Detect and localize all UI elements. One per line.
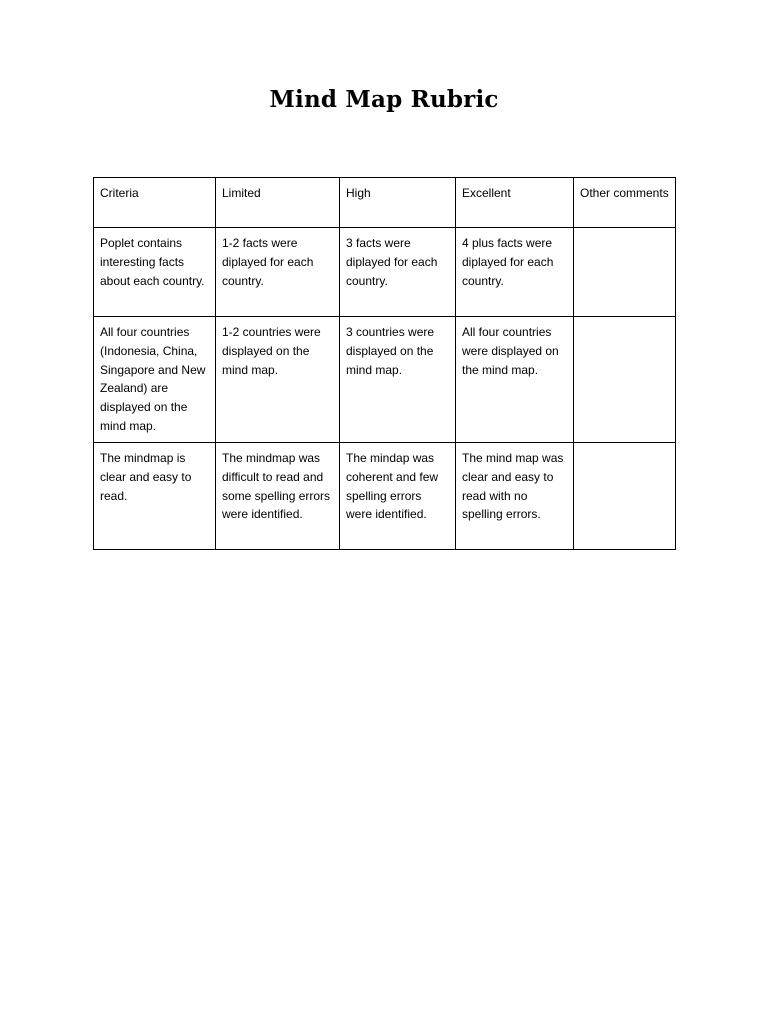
table-row xyxy=(94,317,676,443)
high-cell: The mindap was coherent and few spelling errors were identified. xyxy=(340,443,456,550)
limited-cell: The mindmap was difficult to read and some spelling errors were identified. xyxy=(216,443,340,550)
excellent-cell: 4 plus facts were diplayed for each country. xyxy=(456,228,574,317)
table-row xyxy=(94,228,676,317)
table-row xyxy=(94,443,676,550)
criteria-cell: Poplet contains interesting facts about each country. xyxy=(94,228,216,317)
header-cell-other-comments: Other comments xyxy=(574,178,676,228)
limited-cell: 1-2 facts were diplayed for each country. xyxy=(216,228,340,317)
excellent-cell: The mind map was clear and easy to read with no spelling errors. xyxy=(456,443,574,550)
page-title: Mind Map Rubric xyxy=(269,86,499,113)
limited-cell: 1-2 countries were displayed on the mind map. xyxy=(216,317,340,443)
criteria-cell: All four countries (Indonesia, China, Singapore and New Zealand) are displayed on the mind map. xyxy=(94,317,216,443)
excellent-cell: All four countries were displayed on the mind map. xyxy=(456,317,574,443)
other-comments-cell xyxy=(574,317,676,443)
high-cell: 3 countries were displayed on the mind map. xyxy=(340,317,456,443)
header-cell-criteria: Criteria xyxy=(94,178,216,228)
high-cell: 3 facts were diplayed for each country. xyxy=(340,228,456,317)
header-cell-high: High xyxy=(340,178,456,228)
rubric-table xyxy=(93,177,676,550)
table-header-row xyxy=(94,178,676,228)
other-comments-cell xyxy=(574,228,676,317)
other-comments-cell xyxy=(574,443,676,550)
header-cell-excellent: Excellent xyxy=(456,178,574,228)
header-cell-limited: Limited xyxy=(216,178,340,228)
criteria-cell: The mindmap is clear and easy to read. xyxy=(94,443,216,550)
